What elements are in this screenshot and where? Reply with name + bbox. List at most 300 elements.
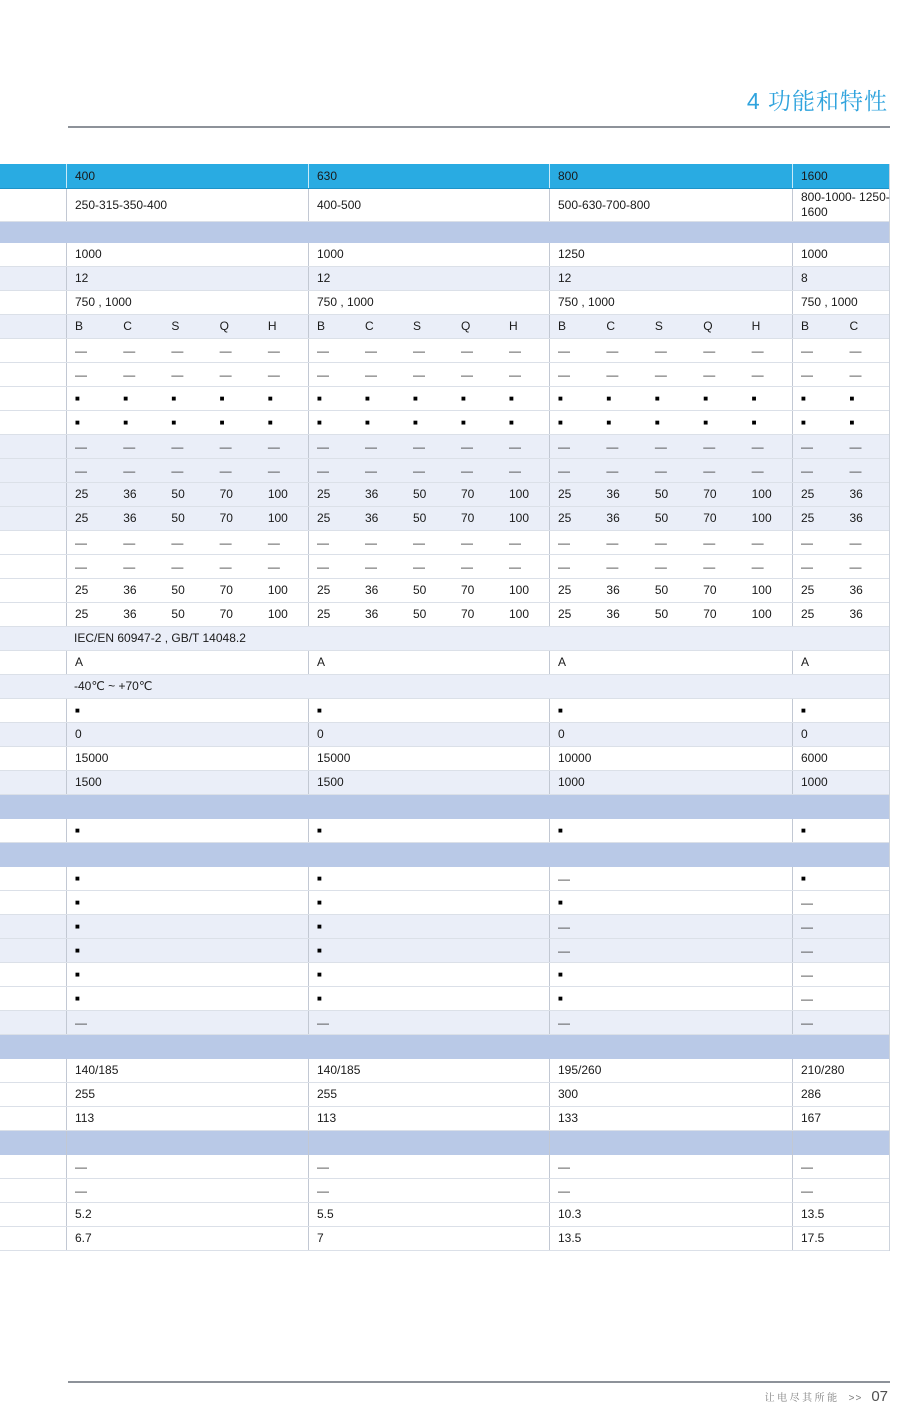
spec-subcell bbox=[550, 583, 598, 598]
spec-cell bbox=[792, 363, 890, 386]
spec-subcell bbox=[647, 487, 695, 502]
spec-cell bbox=[66, 531, 308, 554]
spec-subcell bbox=[695, 464, 743, 478]
spec-subcell bbox=[550, 464, 598, 478]
spec-cell bbox=[549, 411, 792, 434]
spec-cell bbox=[308, 819, 549, 842]
spec-subcell bbox=[842, 395, 891, 403]
spec-subcell bbox=[550, 344, 598, 358]
cell-value: 300 bbox=[558, 1087, 579, 1101]
spec-subcell bbox=[309, 511, 357, 526]
band-cell bbox=[549, 222, 792, 243]
footer-chevrons-icon: >> bbox=[848, 1393, 863, 1404]
spec-subcell bbox=[163, 583, 211, 598]
cell-value: 70 bbox=[703, 583, 717, 597]
filled-square-marker: ■ bbox=[75, 394, 80, 403]
table-row bbox=[0, 411, 889, 435]
row-label-cell bbox=[0, 651, 66, 674]
spec-subcell bbox=[453, 583, 501, 598]
spec-subcell bbox=[453, 487, 501, 502]
spec-cell bbox=[792, 555, 890, 578]
table-header-row bbox=[0, 164, 889, 189]
spec-subcell bbox=[260, 560, 308, 574]
cell-value: S bbox=[171, 319, 180, 333]
cell-value: 100 bbox=[267, 583, 288, 597]
spec-cell bbox=[549, 771, 792, 794]
spec-subcell bbox=[309, 319, 357, 334]
dash-marker: — bbox=[801, 1183, 813, 1198]
cell-value: S bbox=[413, 319, 422, 333]
spec-cell bbox=[308, 747, 549, 770]
dash-marker: — bbox=[365, 559, 377, 574]
spec-subcell bbox=[260, 368, 308, 382]
dash-marker: — bbox=[558, 535, 570, 550]
spec-subcell bbox=[744, 511, 792, 526]
spec-cell bbox=[308, 699, 549, 722]
filled-square-marker: ■ bbox=[317, 394, 322, 403]
cell-value: 750 , 1000 bbox=[558, 295, 615, 309]
spec-cell bbox=[792, 189, 890, 221]
spec-subcell bbox=[115, 583, 163, 598]
band-cell bbox=[308, 795, 549, 819]
column-header-label: 630 bbox=[317, 168, 338, 183]
cell-value: 36 bbox=[849, 607, 863, 621]
cell-value: 1500 bbox=[75, 775, 102, 789]
spec-subcell bbox=[357, 419, 405, 427]
table-row bbox=[0, 189, 889, 222]
spec-cell bbox=[66, 603, 308, 626]
column-header-cell bbox=[308, 164, 549, 188]
spec-subcell bbox=[67, 319, 115, 334]
spec-cell bbox=[549, 1107, 792, 1130]
spec-cell bbox=[792, 435, 890, 458]
spec-subcell bbox=[115, 511, 163, 526]
spec-subcell bbox=[309, 536, 357, 550]
table-row bbox=[0, 387, 889, 411]
spec-cell bbox=[66, 387, 308, 410]
dash-marker: — bbox=[801, 439, 813, 454]
dash-marker: — bbox=[751, 367, 764, 382]
table-row bbox=[0, 1227, 889, 1251]
footer-rule bbox=[68, 1381, 890, 1383]
spec-subcell bbox=[550, 511, 598, 526]
band-cell bbox=[308, 222, 549, 243]
dash-marker: — bbox=[558, 1159, 570, 1174]
cell-value: 50 bbox=[413, 583, 427, 597]
band-cell bbox=[66, 843, 308, 867]
spec-subcell bbox=[212, 511, 260, 526]
spec-cell bbox=[549, 891, 792, 914]
dash-marker: — bbox=[75, 439, 87, 454]
spec-subcell bbox=[115, 395, 163, 403]
filled-square-marker: ■ bbox=[703, 394, 709, 403]
spec-subcell bbox=[793, 607, 842, 622]
spec-cell bbox=[792, 411, 890, 434]
spec-cell bbox=[308, 867, 549, 890]
dash-marker: — bbox=[267, 463, 280, 478]
filled-square-marker: ■ bbox=[413, 418, 418, 427]
spec-subcell bbox=[67, 511, 115, 526]
cell-value: 70 bbox=[703, 511, 717, 525]
spec-subcell bbox=[842, 560, 891, 574]
spec-subcell bbox=[357, 607, 405, 622]
spec-cell bbox=[66, 411, 308, 434]
spec-cell bbox=[549, 1203, 792, 1226]
dash-marker: — bbox=[317, 367, 329, 382]
band-cell bbox=[549, 843, 792, 867]
spec-cell bbox=[792, 483, 890, 506]
spec-subcell bbox=[647, 419, 695, 427]
column-header-cell bbox=[66, 164, 308, 188]
spec-subcell bbox=[453, 368, 501, 382]
dash-marker: — bbox=[849, 343, 862, 358]
spec-subcell bbox=[163, 607, 211, 622]
band-cell bbox=[792, 1035, 890, 1059]
cell-value: B bbox=[75, 319, 84, 333]
dash-marker: — bbox=[267, 559, 280, 574]
spec-cell bbox=[549, 579, 792, 602]
row-label-cell bbox=[0, 1011, 66, 1034]
dash-marker: — bbox=[171, 559, 184, 574]
spec-subcell bbox=[550, 440, 598, 454]
spec-cell bbox=[66, 243, 308, 266]
dash-marker: — bbox=[606, 463, 619, 478]
dash-marker: — bbox=[413, 535, 425, 550]
cell-value: 750 , 1000 bbox=[317, 295, 374, 309]
cell-value: 100 bbox=[509, 583, 530, 597]
spec-subcell bbox=[501, 560, 549, 574]
band-cell bbox=[308, 843, 549, 867]
spec-cell bbox=[66, 555, 308, 578]
column-header-cell bbox=[549, 164, 792, 188]
spec-cell bbox=[308, 339, 549, 362]
spec-subcell bbox=[598, 368, 646, 382]
dash-marker: — bbox=[461, 367, 473, 382]
spec-cell bbox=[66, 579, 308, 602]
spec-cell bbox=[308, 1203, 549, 1226]
spec-cell bbox=[66, 1107, 308, 1130]
cell-value: C bbox=[849, 319, 859, 333]
dash-marker: — bbox=[267, 367, 280, 382]
dash-marker: — bbox=[75, 463, 87, 478]
spec-subcell bbox=[405, 419, 453, 427]
cell-value: 70 bbox=[461, 487, 475, 501]
row-label-cell bbox=[0, 459, 66, 482]
dash-marker: — bbox=[801, 943, 813, 958]
spec-subcell bbox=[598, 583, 646, 598]
spec-cell bbox=[66, 651, 308, 674]
spec-subcell bbox=[501, 607, 549, 622]
spec-subcell bbox=[405, 440, 453, 454]
spec-cell bbox=[549, 435, 792, 458]
spec-subcell bbox=[647, 511, 695, 526]
dash-marker: — bbox=[558, 1015, 570, 1030]
spec-subcell bbox=[744, 344, 792, 358]
spec-subcell bbox=[453, 536, 501, 550]
dash-marker: — bbox=[801, 967, 813, 982]
spec-cell bbox=[549, 723, 792, 746]
spec-subcell bbox=[550, 368, 598, 382]
spec-subcell bbox=[405, 319, 453, 334]
dash-marker: — bbox=[461, 535, 473, 550]
filled-square-marker: ■ bbox=[75, 418, 80, 427]
spec-subcell bbox=[260, 440, 308, 454]
spec-cell bbox=[792, 747, 890, 770]
dash-marker: — bbox=[317, 535, 329, 550]
table-row bbox=[0, 651, 889, 675]
spec-cell bbox=[792, 1179, 890, 1202]
spec-cell bbox=[549, 819, 792, 842]
table-row bbox=[0, 747, 889, 771]
spec-subcell bbox=[357, 464, 405, 478]
spec-cell bbox=[792, 291, 890, 314]
filled-square-marker: ■ bbox=[801, 394, 806, 403]
filled-square-marker: ■ bbox=[558, 394, 563, 403]
cell-value: 750 , 1000 bbox=[801, 295, 858, 309]
spec-subcell bbox=[550, 536, 598, 550]
cell-value: 10.3 bbox=[558, 1207, 582, 1221]
dash-marker: — bbox=[703, 367, 716, 382]
spec-subcell bbox=[67, 487, 115, 502]
dash-marker: — bbox=[75, 1159, 87, 1174]
filled-square-marker: ■ bbox=[509, 418, 514, 427]
spec-subcell bbox=[163, 464, 211, 478]
spec-subcell bbox=[309, 583, 357, 598]
spec-cell bbox=[66, 747, 308, 770]
spec-subcell bbox=[744, 440, 792, 454]
spec-cell bbox=[792, 1059, 890, 1082]
cell-value: H bbox=[267, 319, 277, 333]
row-label-cell bbox=[0, 747, 66, 770]
spec-cell bbox=[792, 243, 890, 266]
table-row bbox=[0, 819, 889, 843]
spec-cell bbox=[308, 771, 549, 794]
cell-value: 25 bbox=[75, 511, 89, 525]
cell-value: 400-500 bbox=[317, 197, 362, 212]
spec-cell bbox=[308, 723, 549, 746]
table-row bbox=[0, 243, 889, 267]
filled-square-marker: ■ bbox=[558, 418, 563, 427]
cell-value: 70 bbox=[703, 607, 717, 621]
cell-value: 15000 bbox=[317, 751, 351, 765]
row-label-cell bbox=[0, 267, 66, 290]
spec-subcell bbox=[357, 440, 405, 454]
row-label-cell bbox=[0, 1155, 66, 1178]
filled-square-marker: ■ bbox=[317, 945, 322, 955]
cell-value: 500-630-700-800 bbox=[558, 197, 651, 212]
dash-marker: — bbox=[123, 439, 136, 454]
spec-cell bbox=[66, 1179, 308, 1202]
filled-square-marker: ■ bbox=[703, 418, 709, 427]
spec-subcell bbox=[405, 487, 453, 502]
footer-slogan: 让电尽其所能 bbox=[764, 1393, 840, 1404]
spec-cell bbox=[549, 339, 792, 362]
filled-square-marker: ■ bbox=[317, 825, 322, 835]
cell-value: Q bbox=[219, 319, 229, 333]
spec-cell bbox=[549, 603, 792, 626]
spec-subcell bbox=[405, 511, 453, 526]
dash-marker: — bbox=[558, 559, 570, 574]
cell-value: 25 bbox=[558, 607, 572, 621]
spec-subcell bbox=[793, 511, 842, 526]
spec-subcell bbox=[842, 583, 891, 598]
spec-cell bbox=[308, 387, 549, 410]
spec-subcell bbox=[793, 560, 842, 574]
dash-marker: — bbox=[75, 1015, 87, 1030]
spec-cell bbox=[66, 867, 308, 890]
row-label-cell bbox=[0, 1083, 66, 1106]
spec-subcell bbox=[115, 536, 163, 550]
cell-value: C bbox=[123, 319, 132, 333]
cell-value: 25 bbox=[317, 583, 331, 597]
spec-subcell bbox=[115, 419, 163, 427]
dash-marker: — bbox=[509, 559, 521, 574]
row-label-cell bbox=[0, 315, 66, 338]
spec-cell bbox=[792, 987, 890, 1010]
spec-cell bbox=[792, 387, 890, 410]
spec-cell bbox=[308, 915, 549, 938]
dash-marker: — bbox=[171, 535, 184, 550]
dash-marker: — bbox=[703, 343, 716, 358]
cell-value: 167 bbox=[801, 1111, 822, 1125]
section-band-row bbox=[0, 795, 889, 819]
spec-subcell bbox=[309, 395, 357, 403]
table-row bbox=[0, 867, 889, 891]
dash-marker: — bbox=[461, 439, 473, 454]
row-label-cell bbox=[0, 291, 66, 314]
spec-cell bbox=[66, 1227, 308, 1250]
spec-subcell bbox=[647, 319, 695, 334]
spec-subcell bbox=[793, 464, 842, 478]
spec-cell bbox=[792, 1011, 890, 1034]
spec-cell bbox=[792, 1203, 890, 1226]
spec-cell bbox=[792, 1107, 890, 1130]
spec-subcell bbox=[647, 440, 695, 454]
dash-marker: — bbox=[703, 463, 716, 478]
spec-cell bbox=[792, 915, 890, 938]
cell-value: 25 bbox=[801, 511, 815, 525]
spec-subcell bbox=[598, 440, 646, 454]
cell-value: 36 bbox=[123, 511, 137, 525]
cell-value: 36 bbox=[123, 607, 137, 621]
row-label-cell bbox=[0, 771, 66, 794]
row-label-cell bbox=[0, 1227, 66, 1250]
row-label-cell bbox=[0, 819, 66, 842]
dash-marker: — bbox=[654, 535, 667, 550]
spec-subcell bbox=[842, 319, 891, 334]
section-band-row bbox=[0, 1035, 889, 1059]
spec-subcell bbox=[793, 583, 842, 598]
cell-value: 13.5 bbox=[558, 1231, 582, 1245]
filled-square-marker: ■ bbox=[801, 705, 806, 715]
spec-subcell bbox=[260, 419, 308, 427]
spec-subcell bbox=[260, 464, 308, 478]
filled-square-marker: ■ bbox=[558, 825, 563, 835]
cell-value: 70 bbox=[219, 607, 233, 621]
spec-subcell bbox=[647, 368, 695, 382]
spec-subcell bbox=[647, 560, 695, 574]
dash-marker: — bbox=[171, 439, 184, 454]
spec-cell bbox=[66, 1011, 308, 1034]
cell-value: 100 bbox=[267, 511, 288, 525]
spec-subcell bbox=[550, 419, 598, 427]
cell-value: 50 bbox=[171, 583, 185, 597]
spec-subcell bbox=[212, 395, 260, 403]
cell-value: 0 bbox=[317, 727, 324, 741]
row-label-cell bbox=[0, 603, 66, 626]
spec-subcell bbox=[115, 344, 163, 358]
dash-marker: — bbox=[123, 463, 136, 478]
dash-marker: — bbox=[801, 343, 813, 358]
dash-marker: — bbox=[365, 439, 377, 454]
spec-subcell bbox=[357, 560, 405, 574]
spec-subcell bbox=[357, 536, 405, 550]
cell-value: 25 bbox=[801, 487, 815, 501]
filled-square-marker: ■ bbox=[267, 394, 273, 403]
band-cell bbox=[549, 1131, 792, 1155]
spec-subcell bbox=[842, 487, 891, 502]
spec-subcell bbox=[163, 511, 211, 526]
spec-subcell bbox=[357, 368, 405, 382]
filled-square-marker: ■ bbox=[558, 705, 563, 715]
spec-subcell bbox=[647, 536, 695, 550]
cell-value: 17.5 bbox=[801, 1231, 825, 1245]
row-label-cell bbox=[0, 1131, 66, 1155]
spec-subcell bbox=[67, 368, 115, 382]
dash-marker: — bbox=[751, 559, 764, 574]
row-label-cell bbox=[0, 435, 66, 458]
spec-subcell bbox=[695, 536, 743, 550]
spec-cell bbox=[792, 1155, 890, 1178]
table-row bbox=[0, 1179, 889, 1203]
spec-subcell bbox=[405, 344, 453, 358]
spec-subcell bbox=[501, 583, 549, 598]
spec-cell bbox=[66, 363, 308, 386]
spec-subcell bbox=[115, 560, 163, 574]
cell-value: 25 bbox=[317, 487, 331, 501]
spec-cell bbox=[308, 891, 549, 914]
spec-subcell bbox=[163, 319, 211, 334]
dash-marker: — bbox=[849, 367, 862, 382]
spec-cell bbox=[792, 651, 890, 674]
dash-marker: — bbox=[123, 535, 136, 550]
cell-value: 1250 bbox=[558, 247, 585, 261]
spec-subcell bbox=[357, 511, 405, 526]
filled-square-marker: ■ bbox=[75, 873, 80, 883]
section-band-row bbox=[0, 843, 889, 867]
spec-table bbox=[0, 164, 890, 1251]
spec-cell bbox=[792, 1227, 890, 1250]
spec-subcell bbox=[647, 583, 695, 598]
dash-marker: — bbox=[123, 559, 136, 574]
filled-square-marker: ■ bbox=[606, 418, 612, 427]
spec-subcell bbox=[744, 464, 792, 478]
spec-cell bbox=[66, 723, 308, 746]
cell-value: 100 bbox=[509, 511, 530, 525]
row-label-cell bbox=[0, 189, 66, 221]
cell-value: 7 bbox=[317, 1231, 324, 1245]
spec-subcell bbox=[67, 560, 115, 574]
spec-cell bbox=[792, 771, 890, 794]
cell-value: 25 bbox=[317, 511, 331, 525]
filled-square-marker: ■ bbox=[849, 418, 855, 427]
dash-marker: — bbox=[606, 343, 619, 358]
spec-subcell bbox=[695, 440, 743, 454]
spec-subcell bbox=[598, 319, 646, 334]
row-label-cell bbox=[0, 243, 66, 266]
spec-subcell bbox=[67, 440, 115, 454]
spec-cell bbox=[308, 459, 549, 482]
